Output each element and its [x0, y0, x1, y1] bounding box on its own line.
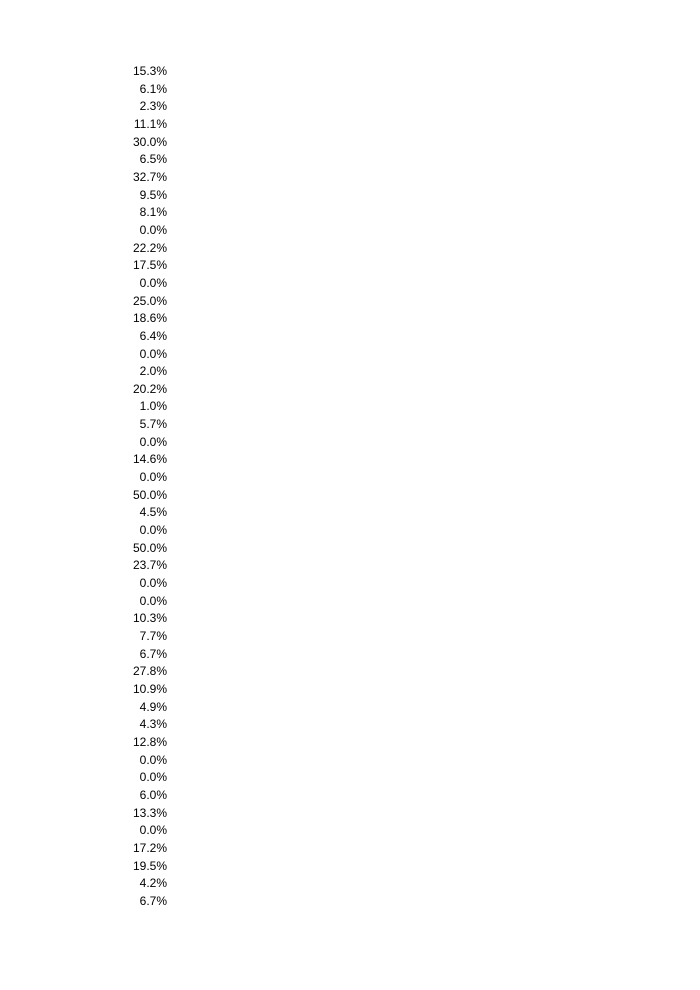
percent-cell: 11.1% [133, 116, 167, 131]
percent-cell: 13.3% [132, 805, 167, 820]
percent-cell: 6.7% [139, 893, 167, 908]
percent-cell: 5.7% [139, 417, 167, 432]
percent-cell: 6.4% [139, 328, 167, 343]
percent-cell: 2.0% [139, 364, 167, 379]
percent-cell: 4.9% [139, 699, 167, 714]
percent-cell: 0.0% [139, 346, 167, 361]
percent-cell: 0.0% [139, 770, 167, 785]
percent-cell: 0.0% [139, 523, 167, 538]
percent-cell: 6.0% [139, 787, 167, 802]
percent-cell: 20.2% [132, 381, 167, 396]
percent-cell: 7.7% [139, 629, 167, 643]
percent-cell: 4.3% [139, 717, 167, 732]
percent-cell: 0.0% [139, 752, 167, 767]
percent-cell: 19.5% [132, 858, 167, 873]
percent-cell: 0.0% [139, 434, 167, 449]
percent-cell: 23.7% [132, 558, 167, 573]
percent-cell: 30.0% [132, 134, 167, 149]
percent-cell: 1.0% [139, 399, 167, 414]
percent-cell: 0.0% [139, 576, 167, 591]
percent-cell: 32.7% [132, 169, 167, 184]
percent-cell: 6.5% [139, 152, 167, 167]
percent-cell: 10.9% [132, 681, 167, 696]
percent-cell: 9.5% [139, 187, 167, 202]
percent-cell: 15.3% [132, 64, 167, 78]
percent-cell: 27.8% [132, 664, 167, 679]
percent-cell: 18.6% [132, 311, 167, 326]
percent-cell: 50.0% [132, 540, 167, 555]
percent-cell: 17.5% [132, 258, 167, 273]
percent-cell: 4.2% [139, 876, 167, 891]
percent-column [100, 63, 167, 911]
percent-cell: 14.6% [132, 452, 167, 467]
percent-cell: 17.2% [132, 840, 167, 855]
percent-cell: 22.2% [132, 240, 167, 255]
percent-cell: 25.0% [132, 293, 167, 308]
percent-cell: 0.0% [139, 823, 167, 838]
percent-cell: 0.0% [139, 222, 167, 237]
percent-cell: 6.7% [139, 646, 167, 661]
percent-cell: 0.0% [139, 470, 167, 485]
percent-cell: 2.3% [139, 99, 167, 114]
percent-cell: 6.1% [139, 81, 167, 96]
percent-cell: 50.0% [132, 487, 167, 502]
percent-cell: 0.0% [139, 275, 167, 290]
percent-cell: 4.5% [139, 505, 167, 520]
percent-cell: 8.1% [139, 205, 167, 220]
percent-cell: 0.0% [139, 593, 167, 608]
percent-cell: 10.3% [132, 611, 167, 626]
percent-cell: 12.8% [132, 734, 167, 749]
